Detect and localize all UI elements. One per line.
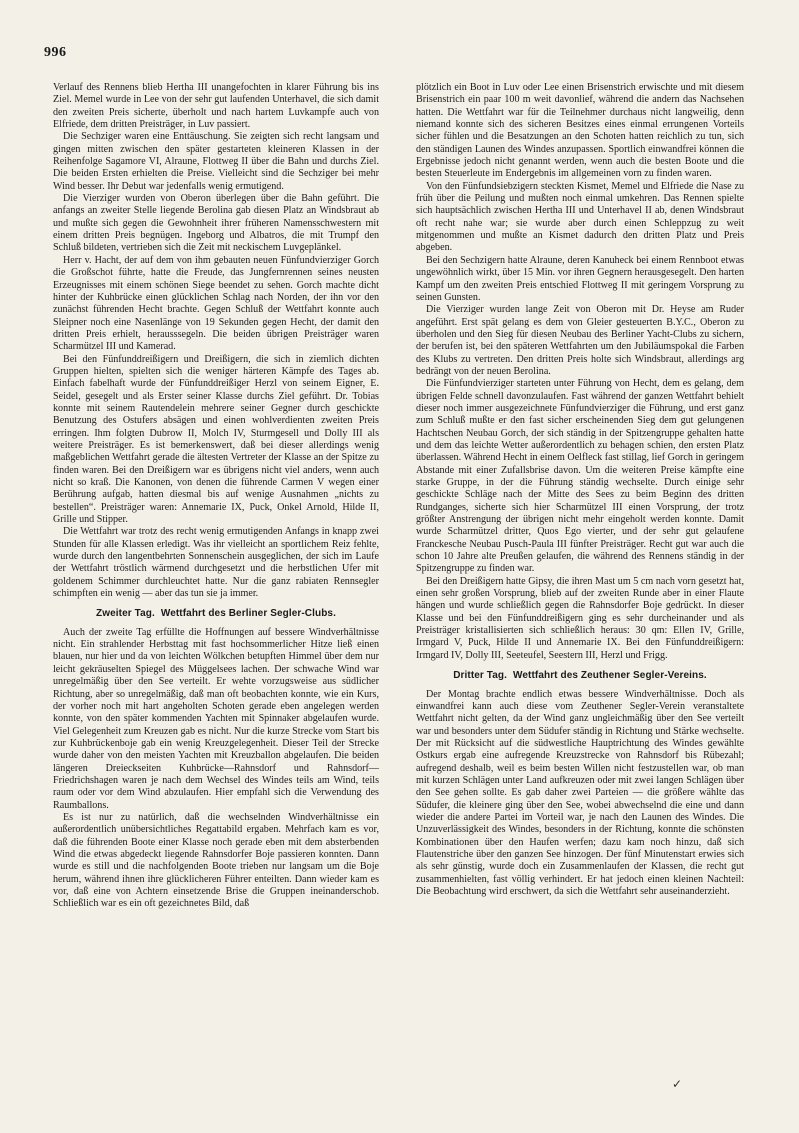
paragraph: Der Montag brachte endlich etwas bessere Windverhältnisse. Doch als einwandfrei kann auch diese vom Zeuthener Segler-Verein veranstaltete Wettfahrt nicht gelten, da der Wind ganz ungleichmäßig über den See verteilt war und besonders unter dem Südufer ständig in Richtung und Stärke wechselte. Der mit Rücksicht auf die südwestliche Hauptrichtung des Windes gewählte Ostkurs ergab eine aufregende Kreuzstrecke von Rahnsdorf bis Rübezahl; aufregend deshalb, weil es beim besten Willen nicht festzustellen war, ob man mit kurzen Schlägen unter Land aufkreuzen oder mit zwei langen Schlägen über den See gehen sollte. Es gab daher zwei Parteien — die größere wählte das Südufer, die kleinere ging über den See, wobei abwechselnd die eine und dann wieder die andere Partei im Vorteil war, je nach den Launen des Windes. Die Unzuverlässigkeit des Windes, besonders in der Richtung, konnte die schönsten Kombinationen über den Haufen werfen; dazu kam noch hinzu, daß sich Flautenstriche über den ganzen See hinzogen. Der fünf Minutenstart erwies sich als sehr günstig, wurde doch ein Zusammenlaufen der Klassen, die recht gut zusammenhielten, fast völlig verhindert. Er hat jedoch einen kleinen Nachteil: Die Beobachtung wird erschwert, da sich die Wettfahrt sehr auseinanderzieht.: [416, 688, 744, 897]
paragraph: Von den Fünfundsiebzigern steckten Kismet, Memel und Elfriede die Nase zu früh über die Peilung und mußten noch einmal umkehren. Das Rennen spielte sich hauptsächlich zwischen Hertha III und Unterhavel II ab, denen Windsbraut oft recht nahe war; sie wurde aber durch einen Schleppzug zu weit mitgenommen und mußte an Kismet dadurch den dritten Platz und Preis abgeben.: [416, 180, 744, 254]
paragraph: Die Vierziger wurden lange Zeit von Oberon mit Dr. Heyse am Ruder angeführt. Erst spät gelang es dem von Gleier gesteuerten B.Y.C., Oberon zu überholen und den Sieg für diesen Neubau des Berliner Yacht-Clubs zu sichern, der berufen ist, bei den späteren Wettfahrten um den Jubiläumspokal die Farben des Klubs zu vertreten. Den dritten Preis holte sich Windsbraut, allerdings arg bedrängt von der neuen Berolina.: [416, 304, 744, 377]
section-heading-title: Wettfahrt des Berliner Segler-Clubs.: [160, 608, 336, 620]
trailing-mark: ✓: [672, 1077, 683, 1091]
section-heading-day-three: [416, 670, 744, 682]
right-column: [416, 82, 744, 898]
paragraph: Es ist nur zu natürlich, daß die wechselnden Windverhältnisse ein außerordentlich unübersichtliches Regattabild ergaben. Mehrfach kam es vor, daß die führenden Boote einer Klasse noch gerade eben mit dem absterbenden Wind die etwas abgedeckt liegende Rahnsdorfer Boje passieren konnten. Dann wurde es still und die nachfolgenden Boote trieben nur langsam um die Boje herum, während ihnen ihre glücklicheren Führer enteilten. Dann wieder kam es vor, daß eine von Achtern einsetzende Brise die Gruppen ineinanderschob. Schließlich war es ein oft gezeichnetes Bild, daß: [53, 811, 379, 910]
paragraph: Bei den Sechzigern hatte Alraune, deren Kanuheck bei einem Rennboot etwas ungewöhnlich wirkt, über 15 Min. vor ihren Gegnern herausgesegelt. Den harten Kampf um den zweiten Preis entschied Flottweg II mit geringem Vorsprung zu seinen Gunsten.: [416, 254, 744, 303]
paragraph: Herr v. Hacht, der auf dem von ihm gebauten neuen Fünfundvierziger Gorch die Großschot führte, hatte die Freude, das Jungfernrennen seines neusten Erzeugnisses mit einem schönen Siege beendet zu sehen. Gorch machte dicht hinter der Kuhbrücke einen glücklichen Schlag nach Norden, der ihn vor den zunächst führenden Hecht brachte. Gegen Schluß der Wettfahrt konnte auch Sleipner noch eine Nasenlänge von 19 Sekunden gegen Hecht, der damit den dritten Preis erhielt, herausssegeln. Die beiden übrigen Preisträger waren Scharmützel III und Kamerad.: [53, 254, 379, 353]
page-number: 996: [44, 45, 67, 60]
section-heading-day: Zweiter Tag.: [96, 608, 155, 620]
section-heading-day: Dritter Tag.: [453, 670, 508, 682]
section-heading-title: Wettfahrt des Zeuthener Segler-Vereins.: [513, 670, 707, 682]
section-heading-day-two: [53, 608, 379, 620]
paragraph: Die Sechziger waren eine Enttäuschung. Sie zeigten sich recht langsam und gingen mitten zwischen den später gestarteten kleineren Klassen in der Reihenfolge Sagamore VI, Alraune, Flottweg II über die Bahn und durchs Ziel. Die beiden Ersten erhielten die Preise. Vielleicht sind die Sechziger bei mehr Wind besser. Ihr Debut war jedenfalls wenig ermutigend.: [53, 131, 379, 192]
paragraph: Die Vierziger wurden von Oberon überlegen über die Bahn geführt. Die anfangs an zweiter Stelle liegende Berolina gab diesen Platz an Windsbraut ab und mußte sich gegen die Gewohnheit ihrer früheren Namensschwestern mit einem dritten Preis begnügen. Ingeborg und Albatros, die mit Trumpf den Schluß bildeten, vertrieben sich die Zeit mit neckischem Luvgeplänkel.: [53, 193, 379, 254]
paragraph: plötzlich ein Boot in Luv oder Lee einen Brisenstrich erwischte und mit diesem Brisenstrich ein paar 100 m weit davonlief, während die andern das Nachsehen hatten. Die Wettfahrt war für die Teilnehmer durchaus nicht langweilig, denn niemand konnte sich des sicheren Besitzes eines einmal errungenen Vorteils sicher fühlen und die Besatzungen an den Schoten hatten reichlich zu tun, sich den ständigen Launen des Windes anzupassen. Sportlich einwandfrei können die Ergebnisse jedoch nicht genannt werden, wenn auch die besten Boote und die besten Steuerleute im Endergebnis im allgemeinen vorn zu finden waren.: [416, 82, 744, 180]
paragraph: Die Wettfahrt war trotz des recht wenig ermutigenden Anfangs in knapp zwei Stunden für alle Klassen erledigt. Was ihr vielleicht an sportlichem Reiz fehlte, wurde durch den langentbehrten Sonnenschein ausgeglichen, der sich im Laufe der Wettfahrt tröstlich wärmend durchgesetzt und die herbstlichen Ufer mit goldenem Schimmer durchleuchtet hatte. Nur die ganz rabiaten Rennsegler schimpften ein wenig — aber das tun sie ja immer.: [53, 526, 379, 600]
paragraph: Bei den Dreißigern hatte Gipsy, die ihren Mast um 5 cm nach vorn gesetzt hat, einen sehr großen Vorsprung, blieb auf der zweiten Runde aber in einer Flaute hängen und wurde schließlich gegen die Rahnsdorfer Boje gedrückt. In dieser Klasse und bei den Fünfunddreißigern ging es sehr durcheinander und als Preisträger kristallisierten sich schließlich heraus: 30 qm: Ellen IV, Grille, Irmgard V, Puck, Hilde II und Annemarie IX. Bei den Fünfunddreißigern: Irmgard IV, Dolly III, Seeteufel, Seestern III, Herzl und Frigg.: [416, 575, 744, 661]
paragraph: Die Fünfundvierziger starteten unter Führung von Hecht, dem es gelang, dem übrigen Felde schnell davonzulaufen. Fast während der ganzen Wettfahrt behielt dieser noch immer ausgezeichnete Fünfundvierziger die Führung, und erst ganz zum Schluß mußte er den fast sicher erscheinenden Sieg dem gut gelungenen Hachtschen Neubau Gorch, der sich ständig in der Spitzengruppe gehalten hatte und dem das leichte Wetter außerordentlich zu behagen schien, den ersten Platz überlassen. Während Hecht in einem Oelfleck fast stillag, lief Gorch in geringem Abstande mit einer Zufallsbrise davon. Um die weiteren Preise kämpfte eine starke Gruppe, in der die Führung ständig wechselte. Durch einige sehr geschickte Schläge nach der Mitte des Sees zu beim Beginn des dritten Rundganges, sicherte sich hier Scharmützel III einen Vorsprung, der trotz größter Anstrengung der übrigen nicht mehr eingeholt werden konnte. Damit wurde Scharmützel dritter, Quos Ego vierter, und der sehr gut gelaufene Franckesche Neubau Pusch-Paula III fünfter Preisträger. Recht gut war auch die schon 10 Jahre alte Preußen gelaufen, die während des Rennens ständig in der Spitzengruppe zu finden war.: [416, 378, 744, 575]
left-column: [53, 82, 379, 911]
paragraph: Auch der zweite Tag erfüllte die Hoffnungen auf bessere Windverhältnisse nicht. Ein strahlender Herbsttag mit fast hochsommerlicher Hitze ließ einen blauen, nur hier und da von leichten Wölkchen betupften Himmel über dem nur leicht gekräuselten Spiegel des Müggelsees lachen. Der schwache Wind war unregelmäßig über den See verteilt. Er wehte vorzugsweise aus südlicher Richtung, aber so unregelmäßig, daß man oft beobachten konnte, wie ein Kurs, der vorher noch mit hart angeholten Schoten gerade eben angelegen werden konnte, von den später kommenden Yachten mit Spinnaker abgelaufen wurde. Viel Gelegenheit zum Kreuzen gab es nicht. Nur die kurze Strecke vom Start bis zur Kuhbrückenboje gab ein wenig Kreuzgelegenheit. Dieser Teil der Strecke wurde daher von den meisten Yachten mit Kreuzballon abgelaufen. Die beiden längeren Dreieckseiten Kuhbrücke—Rahnsdorf und Rahnsdorf—Friedrichshagen waren je nach dem Wechsel des Windes teils am Wind, teils raum oder vor dem Wind abzulaufen. Hier empfahl sich die Verwendung des Raumballons.: [53, 626, 379, 811]
paragraph: Bei den Fünfunddreißigern und Dreißigern, die sich in ziemlich dichten Gruppen hielten, spielten sich die weniger härteren Kämpfe des Tages ab. Einfach fabelhaft wurde der Fünfunddreißiger Herzl von seinem Eigner, E. Seidel, gesegelt und als Erster seiner Klasse durchs Ziel geführt. Dr. Tobias konnte mit seinem Rautendelein mehrere seiner Gegner durch geschickte Benutzung des Ostufers absägen und einen wohlverdienten zweiten Preis erringen. Ihm folgten Dubrow II, Molch IV, Sturmgesell und Dolly III als weitere Preisträger. Es ist bemerkenswert, daß bei dieser allerdings wenig maßgeblichen Wettfahrt gerade die ältesten Vertreter der Klasse an der Spitze zu finden waren. Bei den Dreißigern war es übrigens nicht viel anders, wenn auch nicht so kraß. Die Kanonen, von denen die führende Carmen V wegen einer Berührung aufgab, hatten diesmal bis auf wenige Ausnahmen „nichts zu bestellen“. Preisträger waren: Annemarie IX, Puck, Onkel Arnold, Hilde II, Grille und Stipper.: [53, 353, 379, 526]
paragraph: Verlauf des Rennens blieb Hertha III unangefochten in klarer Führung bis ins Ziel. Memel wurde in Lee von der sehr gut laufenden Unterhavel, die sich damit den zweiten Preis sicherte, überholt und nach hartem Luvkampfe auch von Elfriede, dem dritten Preisträger, in Luv passiert.: [53, 82, 379, 131]
